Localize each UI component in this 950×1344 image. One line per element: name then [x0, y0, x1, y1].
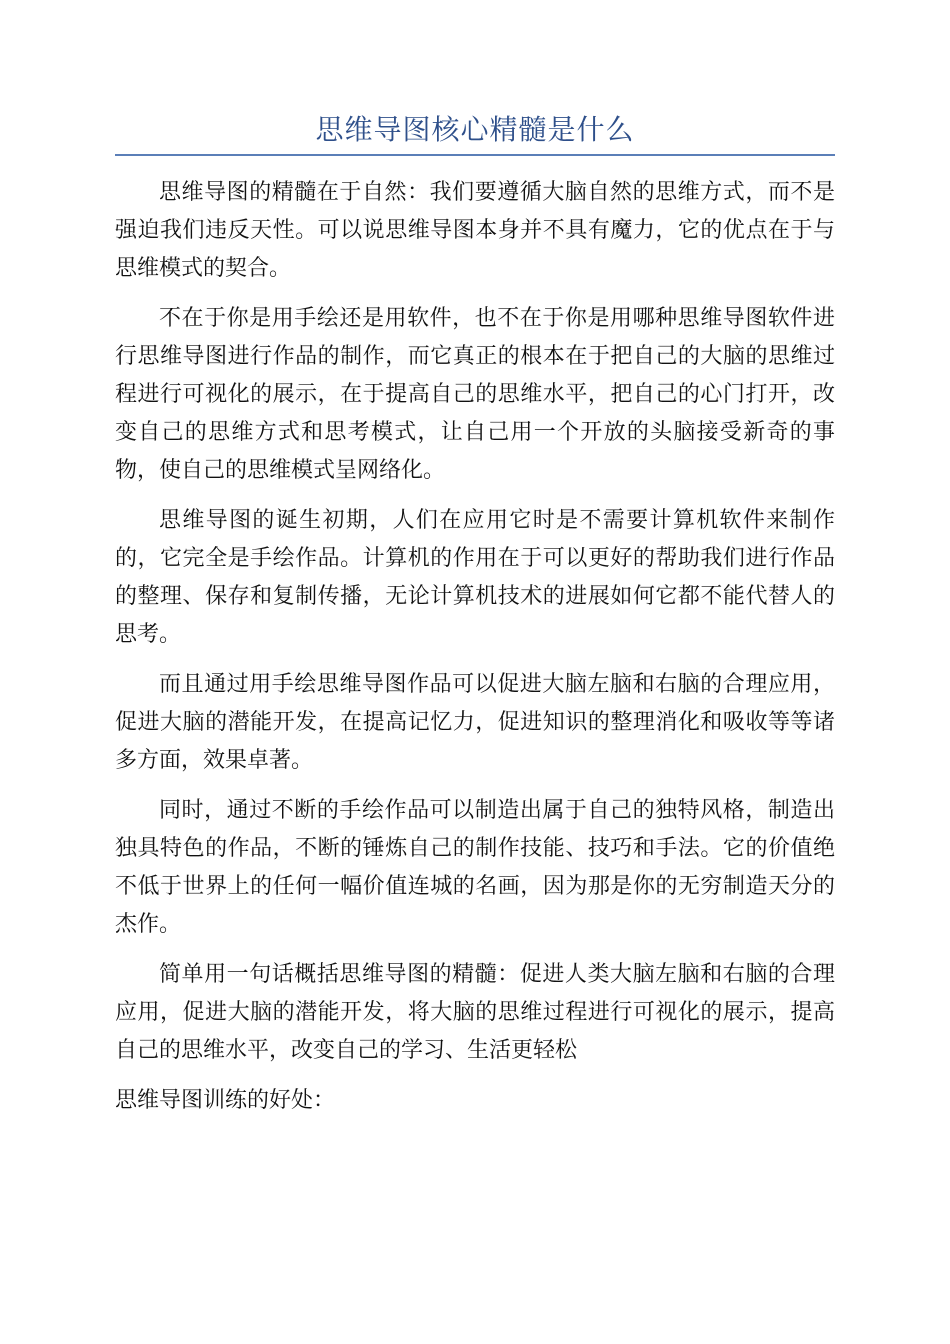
- section-subheading: 思维导图训练的好处：: [115, 1088, 336, 1113]
- paragraph-4: 而且通过用手绘思维导图作品可以促进大脑左脑和右脑的合理应用，促进大脑的潜能开发，在提高记忆力，促进知识的整理消化和吸收等等诸多方面，效果卓著。: [115, 672, 835, 773]
- paragraph-5: 同时，通过不断的手绘作品可以制造出属于自己的独特风格，制造出独具特色的作品，不断的锤炼自己的制作技能、技巧和手法。它的价值绝不低于世界上的任何一幅价值连城的名画，因为那是你的无穷制造天分的杰作。: [115, 798, 835, 937]
- paragraph-6: 简单用一句话概括思维导图的精髓：促进人类大脑左脑和右脑的合理应用，促进大脑的潜能开发，将大脑的思维过程进行可视化的展示，提高自己的思维水平，改变自己的学习、生活更轻松: [115, 962, 835, 1063]
- paragraph-1: 思维导图的精髓在于自然：我们要遵循大脑自然的思维方式，而不是强迫我们违反天性。可以说思维导图本身并不具有魔力，它的优点在于与思维模式的契合。: [115, 180, 835, 281]
- paragraph-3: 思维导图的诞生初期，人们在应用它时是不需要计算机软件来制作的，它完全是手绘作品。计算机的作用在于可以更好的帮助我们进行作品的整理、保存和复制传播，无论计算机技术的进展如何它都不能代替人的思考。: [115, 508, 835, 647]
- paragraph-2: 不在于你是用手绘还是用软件，也不在于你是用哪种思维导图软件进行思维导图进行作品的制作，而它真正的根本在于把自己的大脑的思维过程进行可视化的展示，在于提高自己的思维水平，把自己的心门打开，改变自己的思维方式和思考模式，让自己用一个开放的头脑接受新奇的事物，使自己的思维模式呈网络化。: [115, 306, 835, 483]
- title-underline: [115, 154, 835, 156]
- document-body: [115, 174, 835, 1132]
- document-title: 思维导图核心精髓是什么: [315, 113, 635, 146]
